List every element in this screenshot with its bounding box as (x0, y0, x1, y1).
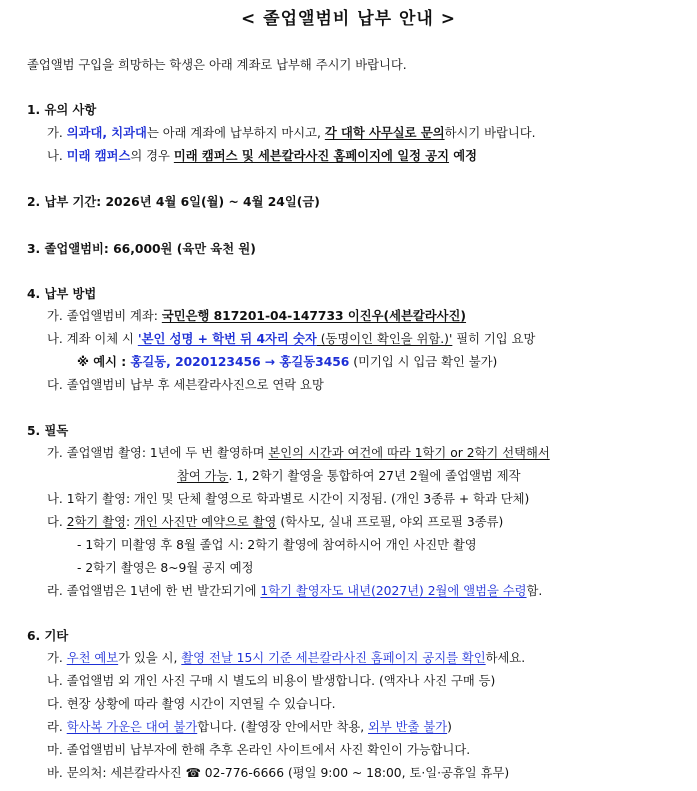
s6-item-da: 다. 현장 상황에 따라 촬영 시간이 지연될 수 있습니다. (47, 697, 336, 711)
s5-item-ra (47, 582, 542, 600)
s6-ra-highlight: 학사복 가운은 대여 불가 (66, 720, 198, 734)
s4-ga-prefix: 가. 졸업앨범비 계좌: (47, 309, 162, 323)
s1-na-prefix: 나. (47, 149, 67, 163)
s4-example-end: (미기입 시 입금 확인 불가) (349, 355, 498, 369)
s1-ga-bold: 각 대학 사무실로 문의 (324, 126, 445, 140)
s5-da-u2: 개인 사진만 예약으로 촬영 (134, 515, 277, 529)
s1-na-mid: 의 경우 (130, 149, 174, 163)
page-title: < 졸업앨범비 납부 안내 > (241, 9, 456, 29)
s5-item-ga (47, 444, 550, 462)
s6-item-ga (47, 649, 525, 667)
section-2-payment-period: 2. 납부 기간: 2026년 4월 6일(월) ~ 4월 24일(금) (27, 195, 320, 209)
s5-dash-1: - 1학기 미촬영 후 8월 졸업 시: 2학기 촬영에 참여하시어 개인 사진만 촬영 (77, 538, 477, 552)
s1-na-bold: 미래 캠퍼스 및 세븐칼라사진 홈페이지에 일정 공지 (173, 149, 450, 163)
s1-ga-end: 하시기 바랍니다. (444, 126, 536, 140)
s5-dash-2: - 2학기 촬영은 8~9월 공지 예정 (77, 561, 254, 575)
section-5-heading: 5. 필독 (27, 424, 69, 438)
s5-item-da (47, 513, 503, 531)
s6-item-na: 나. 졸업앨범 외 개인 사진 구매 시 별도의 비용이 발생합니다. (액자나 사진 구매 등) (47, 674, 496, 688)
s4-example (77, 353, 497, 371)
s5-da-mid: : (125, 515, 135, 529)
s1-item-ga (47, 124, 536, 142)
s6-ga-prefix: 가. (47, 651, 67, 665)
s4-bank-account: 국민은행 817201-04-147733 이진우(세븐칼라사진) (161, 309, 467, 323)
s5-item-ga-cont (177, 467, 520, 485)
s6-ra-mid: 합니다. (촬영장 안에서만 착용, (197, 720, 369, 734)
s4-item-da: 다. 졸업앨범비 납부 후 세븐칼라사진으로 연락 요망 (47, 378, 324, 392)
s4-na-end: 필히 기입 요망 (452, 332, 536, 346)
s6-item-ra (47, 718, 452, 736)
s6-item-ma: 마. 졸업앨범비 납부자에 한해 추후 온라인 사이트에서 사진 확인이 가능합니다. (47, 743, 471, 757)
s1-ga-highlight: 의과대, 치과대 (66, 126, 147, 140)
intro-text: 졸업앨범 구입을 희망하는 학생은 아래 계좌로 납부해 주시기 바랍니다. (27, 58, 407, 72)
s6-ga-highlight-1: 우천 예보 (66, 651, 119, 665)
section-4-heading: 4. 납부 방법 (27, 287, 97, 301)
s4-na-paren: (동명이인 확인을 위함.)' (316, 332, 453, 346)
s4-na-highlight: '본인 성명 + 학번 뒤 4자리 숫자 (137, 332, 317, 346)
s6-ga-highlight-2: 촬영 전날 15시 기준 세븐칼라사진 홈페이지 공지를 확인 (181, 651, 486, 665)
s5-ga2-underline: 참여 가능 (177, 469, 229, 483)
s5-ga2-end: . 1, 2학기 촬영을 통합하여 27년 2월에 졸업앨범 제작 (228, 469, 521, 483)
s1-item-na (47, 147, 477, 165)
s5-ra-end: 함. (526, 584, 543, 598)
s1-na-end: 예정 (449, 149, 478, 163)
s5-da-prefix: 다. (47, 515, 67, 529)
s1-ga-mid: 는 아래 계좌에 납부하지 마시고, (146, 126, 325, 140)
s4-item-na (47, 330, 535, 348)
s6-ra-prefix: 라. (47, 720, 67, 734)
s4-item-ga (47, 307, 466, 325)
s6-ra-end: ) (447, 720, 452, 734)
s5-item-na: 나. 1학기 촬영: 개인 및 단체 촬영으로 학과별로 시간이 지정됨. (개인 3종류 + 학과 단체) (47, 492, 530, 506)
s6-ga-mid: 가 있을 시, (118, 651, 182, 665)
s4-na-prefix: 나. 계좌 이체 시 (47, 332, 138, 346)
s5-da-u1: 2학기 촬영 (66, 515, 126, 529)
s4-example-label: ※ 예시 : (77, 355, 131, 369)
s6-item-ba: 바. 문의처: 세븐칼라사진 ☎ 02-776-6666 (평일 9:00 ~ 18:00, 토·일·공휴일 휴무) (47, 766, 510, 780)
section-6-heading: 6. 기타 (27, 629, 69, 643)
s5-ra-prefix: 라. 졸업앨범은 1년에 한 번 발간되기에 (47, 584, 261, 598)
s6-ra-highlight-2: 외부 반출 불가 (368, 720, 448, 734)
section-1-heading: 1. 유의 사항 (27, 103, 97, 117)
s5-ga-underline: 본인의 시간과 여건에 따라 1학기 or 2학기 선택해서 (268, 446, 550, 460)
s4-example-value: 홍길동, 2020123456 → 홍길동3456 (130, 355, 350, 369)
s5-ga-prefix: 가. 졸업앨범 촬영: 1년에 두 번 촬영하며 (47, 446, 269, 460)
s5-da-end: (학사모, 실내 프로필, 야외 프로필 3종류) (276, 515, 504, 529)
section-3-album-fee: 3. 졸업앨범비: 66,000원 (육만 육천 원) (27, 242, 256, 256)
s6-ga-end: 하세요. (485, 651, 526, 665)
s1-ga-prefix: 가. (47, 126, 67, 140)
s1-na-highlight: 미래 캠퍼스 (66, 149, 131, 163)
s5-ra-highlight: 1학기 촬영자도 내년(2027년) 2월에 앨범을 수령 (260, 584, 527, 598)
